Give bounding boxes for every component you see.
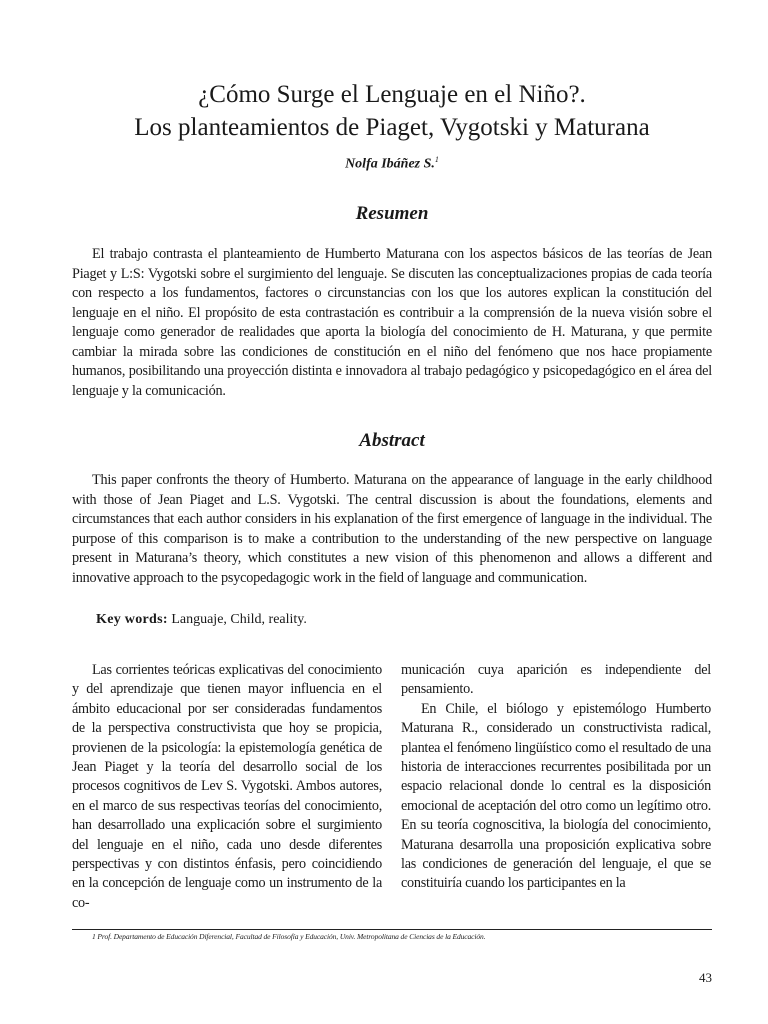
resumen-text: El trabajo contrasta el planteamiento de Humberto Maturana con los aspectos básicos de las teorías de Jean Piaget y L:S: Vygotski sobre el surgimiento del lenguaje. Se discuten las conceptualizaciones propias de cada teoría con respecto a los fundamentos, factores o circunstancias con los que los autores explican la constitución del lenguaje en el niño. El propósito de esta contrastación es contribuir a la comprensión de la nueva visión sobre el lenguaje como generador de realidades que aporta la biología del conocimiento de H. Maturana, y que permite cambiar la mirada sobre las condiciones de constitución en el niño del fenómeno que nos hace propiamente humanos, posibilitando una proyección distinta e innovadora al trabajo pedagógico y psicopedagógico en el área del lenguaje y la comunicación.	[72, 246, 712, 399]
page-number: 43	[699, 970, 712, 985]
footnote-divider	[72, 929, 712, 930]
body-column-right	[401, 661, 711, 894]
body-paragraph-right: En Chile, el biólogo y epistemólogo Humberto Maturana R., considerado un constructivista radical, plantea el fenómeno lingüístico como el resultado de una historia de interacciones recurrentes posibilitada por un espacio relacional donde lo central es la disposición emocional de aceptación del otro como un legítimo otro. En su teoría cognoscitiva, la biología del conocimiento, Maturana desarrolla una proposición explicativa sobre las condiciones de generación del lenguaje, el que se constituiría cuando los participantes en la	[401, 700, 711, 892]
title-line-1: ¿Cómo Surge el Lenguaje en el Niño?.	[198, 81, 586, 108]
abstract-heading: Abstract	[359, 430, 425, 451]
author-footnote-marker: 1	[434, 155, 439, 164]
footnote-text: 1 Prof. Departamento de Educación Diferencial, Facultad de Filosofía y Educación, Univ. Metropolitana de Ciencias de la Educación.	[92, 932, 486, 941]
paper-title	[72, 78, 712, 144]
body-paragraph-left: Las corrientes teóricas explicativas del conocimiento y del aprendizaje que tienen mayor influencia en el ámbito educacional por ser consideradas fundamentos de la perspectiva constructivista que hoy se propicia, provienen de la psicología: la epistemología genética de Jean Piaget y la teoría del desarrollo social de los procesos cognitivos de Lev S. Vygotski. Ambos autores, en el marco de sus respectivas teorías del conocimiento, han desarrollado una explicación sobre el surgimiento del lenguaje en el niño, cada uno desde diferentes perspectivas y con distintos énfasis, pero coincidiendo en la concepción de lenguaje como un instrumento de la co-	[72, 662, 382, 911]
keywords-line	[96, 612, 307, 628]
body-column-left	[72, 661, 382, 913]
body-paragraph-continuation: municación cuya aparición es independiente del pensamiento.	[401, 662, 711, 698]
author-line	[72, 155, 712, 173]
keywords-value: Languaje, Child, reality.	[167, 612, 307, 627]
resumen-heading: Resumen	[355, 203, 429, 224]
abstract-text: This paper confronts the theory of Humberto. Maturana on the appearance of language in the early childhood with those of Jean Piaget and L.S. Vygotski. The central discussion is about the foundations, elements and circumstances that each author considers in his explanation of the first emergence of language in the individual. The purpose of this comparison is to make a contribution to the understanding of the new perspective on language present in Maturana’s theory, which constitutes a new vision of this phenomenon and allows a different and innovative approach to the psycopedagogic work in the field of language and communication.	[72, 472, 712, 586]
paper-page	[72, 0, 712, 1024]
author-name: Nolfa Ibáñez S.	[345, 156, 435, 172]
keywords-label: Key words:	[96, 612, 168, 627]
title-line-2: Los planteamientos de Piaget, Vygotski y Maturana	[134, 114, 650, 141]
